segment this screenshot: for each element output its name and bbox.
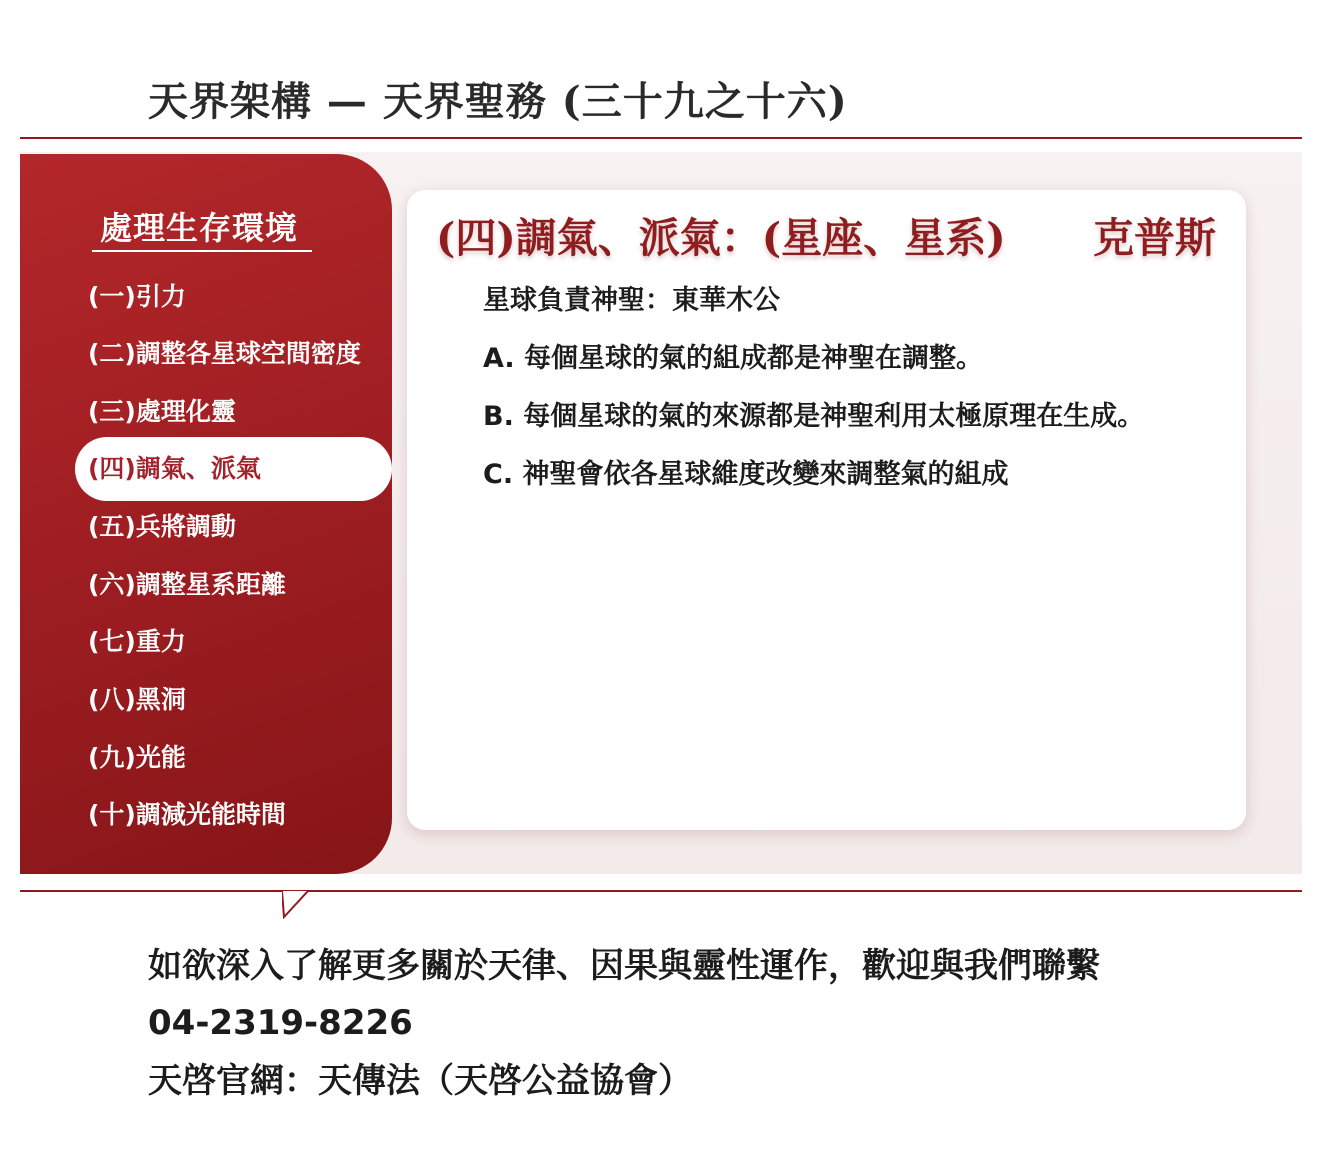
sidebar-heading: 處理生存環境 <box>100 209 299 247</box>
sidebar-heading-underline <box>92 250 312 252</box>
card-speaker: 克普斯 <box>1093 214 1216 262</box>
footer-phone[interactable]: 04-2319-8226 <box>148 1003 413 1043</box>
footer-invite: 如欲深入了解更多關於天律、因果與靈性運作，歡迎與我們聯繫 <box>148 946 1100 986</box>
sidebar-item-light-energy[interactable]: (九)光能 <box>88 743 186 772</box>
sidebar-item-gravitation[interactable]: (一)引力 <box>88 282 186 311</box>
point-b: B. 每個星球的氣的來源都是神聖利用太極原理在生成。 <box>483 401 1145 432</box>
sidebar-item-light-time[interactable]: (十)調減光能時間 <box>88 800 286 829</box>
bottom-divider <box>20 890 1302 892</box>
responsible-deity: 星球負責神聖：東華木公 <box>483 285 780 316</box>
sidebar-item-black-hole[interactable]: (八)黑洞 <box>88 685 186 714</box>
sidebar-item-troop-deployment[interactable]: (五)兵將調動 <box>88 512 236 541</box>
point-a: A. 每個星球的氣的組成都是神聖在調整。 <box>483 343 984 374</box>
sidebar-item-space-density[interactable]: (二)調整各星球空間密度 <box>88 339 361 368</box>
footer-website[interactable]: 天啓官網：天傳法（天啓公益協會） <box>148 1061 692 1101</box>
sidebar-item-galaxy-distance[interactable]: (六)調整星系距離 <box>88 570 286 599</box>
top-divider <box>20 137 1302 139</box>
card-title: (四)調氣、派氣：(星座、星系) <box>436 214 1006 262</box>
point-c: C. 神聖會依各星球維度改變來調整氣的組成 <box>483 459 1009 490</box>
sidebar-item-gravity[interactable]: (七)重力 <box>88 627 186 656</box>
sidebar-item-qi-dispatch[interactable]: (四)調氣、派氣 <box>75 437 392 501</box>
page-title: 天界架構 — 天界聖務 (三十九之十六) <box>148 78 848 125</box>
sidebar-item-spirit-processing[interactable]: (三)處理化靈 <box>88 397 236 426</box>
